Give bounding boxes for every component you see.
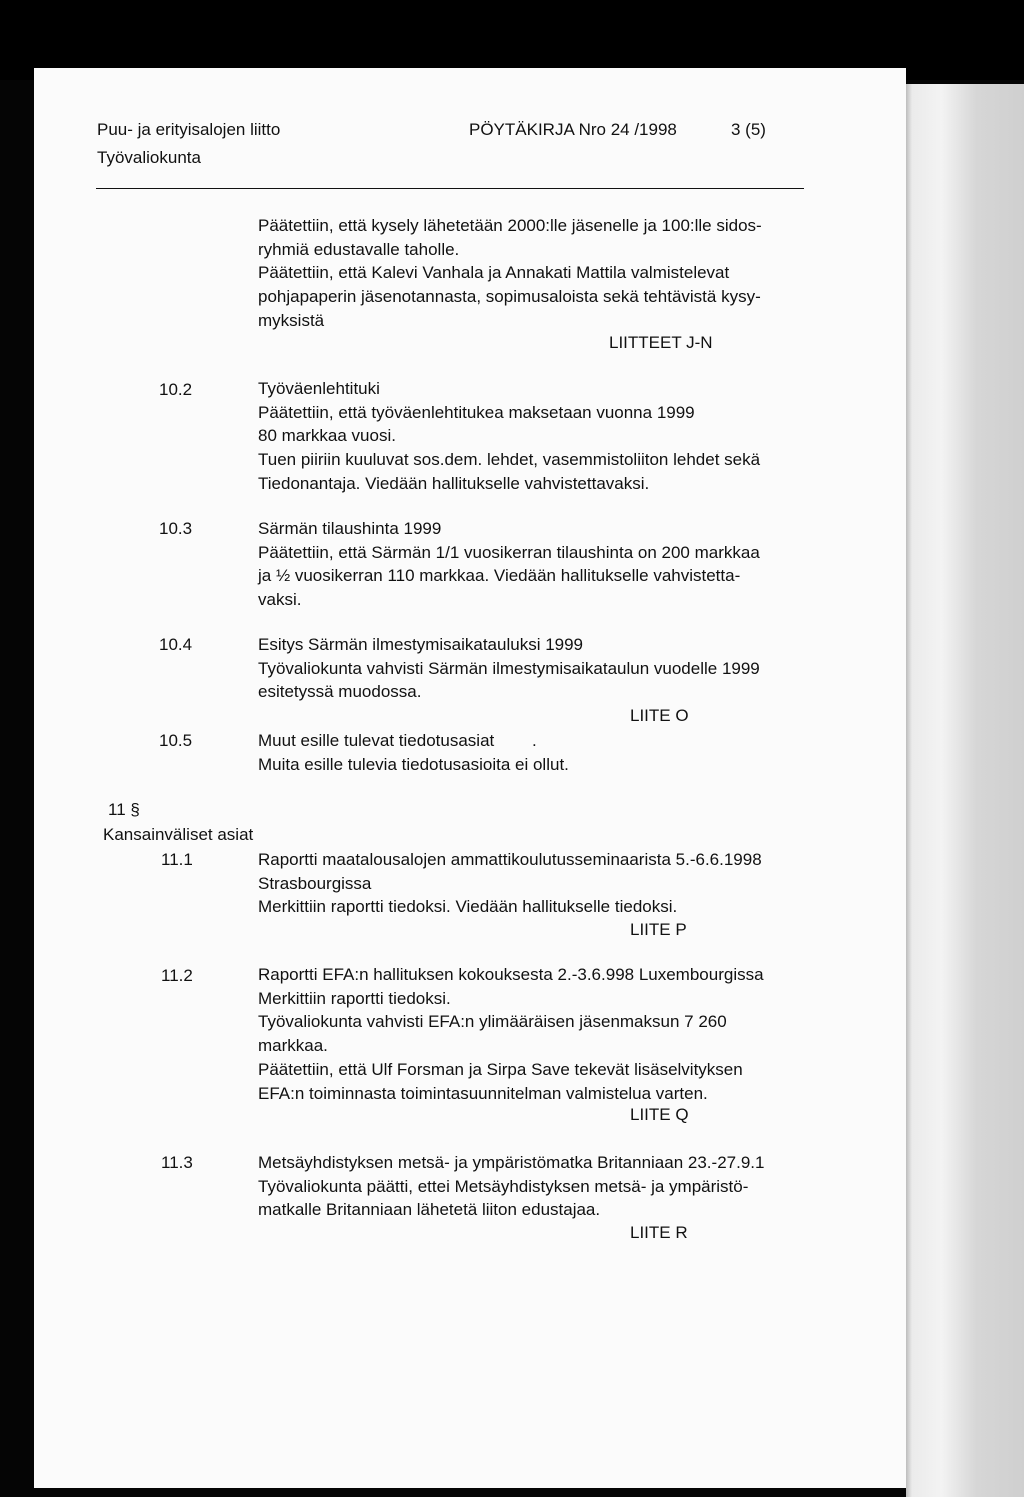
text-line: Päätettiin, että kysely lähetetään 2000:lle jäsenelle ja 100:lle sidos-: [258, 216, 762, 235]
intro-text: [258, 214, 762, 333]
item-11-2-text: [258, 963, 764, 1105]
text-line: esitetyssä muodossa.: [258, 682, 422, 702]
header-committee: Työvaliokunta: [97, 148, 201, 167]
item-number: 10.5: [159, 731, 193, 750]
text-line: markkaa.: [258, 1036, 328, 1056]
item-11-3-text: [258, 1151, 764, 1222]
header-page-number: 3 (5): [731, 120, 766, 139]
text-line: myksistä: [258, 310, 325, 330]
section-11-mark: 11 §: [108, 800, 140, 819]
item-10-5-text: [258, 729, 569, 776]
header-rule: [96, 188, 804, 189]
text-line: Työvaliokunta päätti, ettei Metsäyhdistyksen metsä- ja ympäristö-: [258, 1176, 749, 1196]
item-10-4-attachment: LIITE O: [630, 706, 689, 725]
text-line: pohjapaperin jäsenotannasta, sopimusaloista sekä tehtävistä kysy-: [258, 287, 761, 307]
item-11-1-text: [258, 848, 762, 919]
page-stack-edge: [906, 84, 1024, 1497]
text-line: Tiedonantaja. Viedään hallitukselle vahvistettavaksi.: [258, 473, 650, 493]
text-line: EFA:n toiminnasta toimintasuunnitelman valmistelua varten.: [258, 1083, 708, 1103]
item-number: 10.4: [159, 635, 193, 654]
text-line: Merkittiin raportti tiedoksi.: [258, 988, 451, 1008]
item-11-2-attachment: LIITE Q: [630, 1105, 689, 1124]
text-line: Strasbourgissa: [258, 873, 372, 893]
section-11-title: Kansainväliset asiat: [103, 825, 254, 844]
header-org: Puu- ja erityisalojen liitto: [97, 120, 281, 139]
item-10-4-text: [258, 633, 760, 704]
item-heading: Metsäyhdistyksen metsä- ja ympäristömatka Britanniaan 23.-27.9.1: [258, 1153, 765, 1172]
item-heading: Raportti EFA:n hallituksen kokouksesta 2.-3.6.998 Luxembourgissa: [258, 965, 764, 984]
header-doc-title: PÖYTÄKIRJA Nro 24 /1998: [469, 120, 677, 139]
intro-attachment: LIITTEET J-N: [609, 333, 713, 352]
text-line: Työvaliokunta vahvisti Särmän ilmestymisaikataulun vuodelle 1999: [258, 658, 760, 678]
text-line: Päätettiin, että Kalevi Vanhala ja Annakati Mattila valmistelevat: [258, 263, 730, 283]
text-line: Työvaliokunta vahvisti EFA:n ylimääräisen jäsenmaksun 7 260: [258, 1012, 727, 1032]
text-line: ryhmiä edustavalle taholle.: [258, 239, 460, 259]
text-line: Merkittiin raportti tiedoksi. Viedään hallitukselle tiedoksi.: [258, 897, 678, 917]
item-number: 11.1: [161, 850, 193, 869]
text-line: Päätettiin, että Särmän 1/1 vuosikerran tilaushinta on 200 markkaa: [258, 542, 760, 562]
text-line: matkalle Britanniaan lähetetä liiton edustajaa.: [258, 1200, 601, 1220]
text-line: 80 markkaa vuosi.: [258, 426, 396, 446]
text-line: Muita esille tulevia tiedotusasioita ei ollut.: [258, 754, 569, 774]
item-number: 11.2: [161, 966, 193, 985]
text-line: Päätettiin, että työväenlehtitukea maksetaan vuonna 1999: [258, 402, 695, 422]
item-11-3-attachment: LIITE R: [630, 1223, 688, 1242]
item-heading: Työväenlehtituki: [258, 379, 380, 398]
item-heading: Esitys Särmän ilmestymisaikatauluksi 1999: [258, 635, 584, 654]
item-number: 10.2: [159, 380, 193, 399]
item-10-2-text: [258, 377, 760, 496]
text-line: Päätettiin, että Ulf Forsman ja Sirpa Save tekevät lisäselvityksen: [258, 1059, 743, 1079]
text-line: ja ½ vuosikerran 110 markkaa. Viedään hallitukselle vahvistetta-: [258, 566, 741, 586]
item-11-1-attachment: LIITE P: [630, 920, 687, 939]
item-number: 11.3: [161, 1153, 193, 1172]
page-edge-shadow: [906, 84, 912, 1497]
item-heading: Raportti maatalousalojen ammattikoulutusseminaarista 5.-6.6.1998: [258, 850, 762, 869]
text-line: Tuen piiriin kuuluvat sos.dem. lehdet, vasemmistoliiton lehdet sekä: [258, 450, 761, 470]
text-line: vaksi.: [258, 590, 302, 610]
item-heading: Muut esille tulevat tiedotusasiat .: [258, 731, 537, 750]
item-heading: Särmän tilaushinta 1999: [258, 519, 442, 538]
item-10-3-text: [258, 517, 760, 612]
item-number: 10.3: [159, 519, 193, 538]
